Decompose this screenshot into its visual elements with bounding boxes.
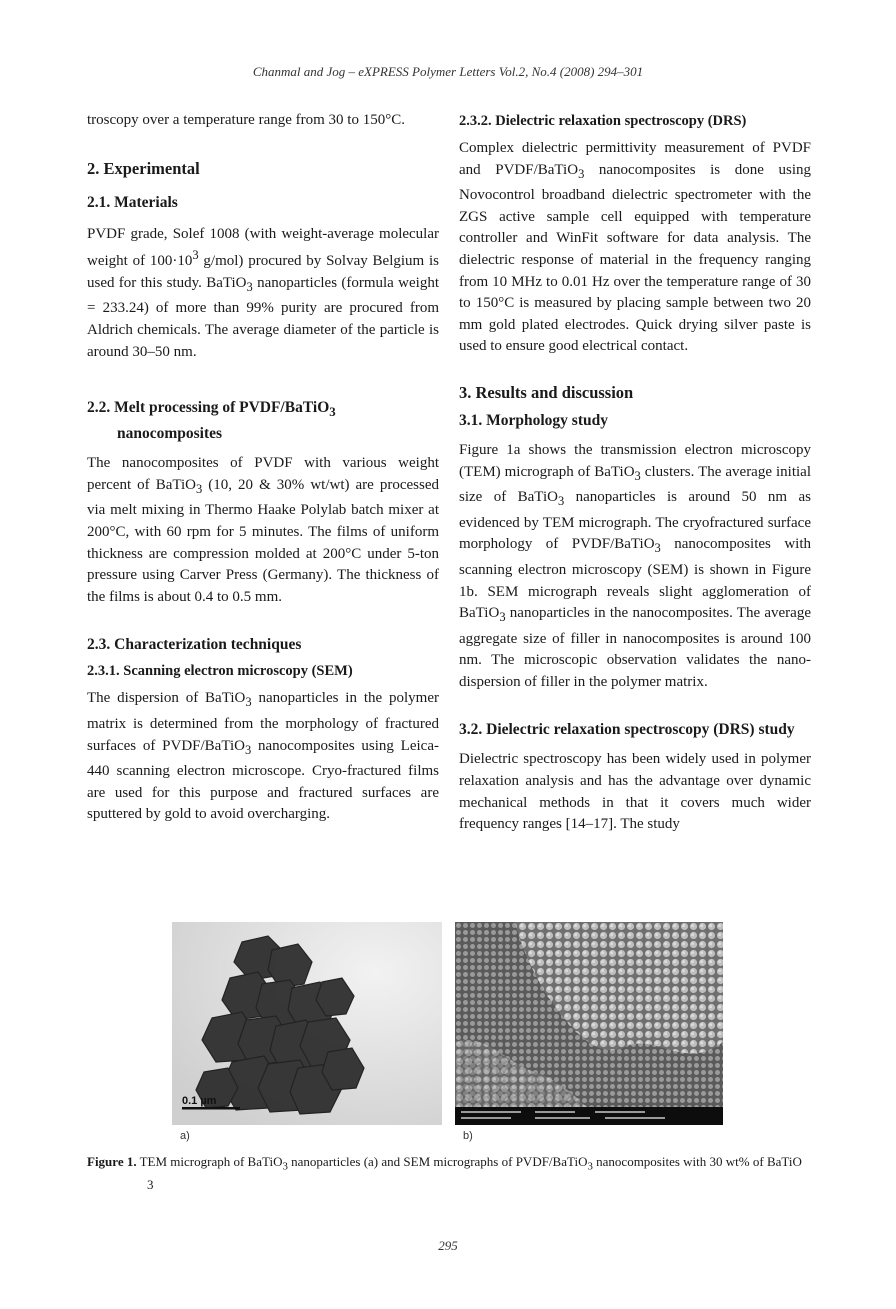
- section-2-1-title: 2.1. Materials: [87, 193, 178, 211]
- section-3-2-text: Dielectric spectroscopy has been widely used in polymer relaxation analysis and has the advantage over dynamic mechanical methods in that it covers much wider frequency ranges [14–17]. The study: [459, 751, 811, 833]
- sem-micrograph-svg: [455, 922, 723, 1125]
- right-column: [459, 110, 811, 836]
- section-2-3-1-text: The dispersion of BaTiO$_3$ nanoparticles in the polymer matrix is determined from the morphology of fractured surfaces of PVDF/BaTiO$_3$ nanocomposites using Leica-440 scanning electron microscope. Cryo-fractured films are used for this purpose and fractured surfaces are sputtered by gold to avoid overcharging.: [87, 690, 439, 823]
- section-2-3-1-title: 2.3.1. Scanning electron microscopy (SEM): [87, 663, 353, 680]
- section-3-1-text: Figure 1a shows the transmission electron microscopy (TEM) micrograph of BaTiO$_3$ clusters. The average initial size of BaTiO$_3$ nanoparticles is around 50 nm as evidenced by TEM micrograph. The cryofractured surface morphology of PVDF/BaTiO$_3$ nanocomposites with scanning electron microscopy (SEM) is shown in Figure 1b. SEM micrograph reveals slight agglomeration of BaTiO$_3$ nanoparticles in the nanocomposites. The average aggregate size of filler in nanocomposites is around 100 nm. The microscopic observation validates the nano-dispersion of filler in the polymer matrix.: [459, 441, 811, 690]
- panel-b-label: b): [463, 1130, 473, 1142]
- section-2-3-2-title: 2.3.2. Dielectric relaxation spectroscopy (DRS): [459, 113, 747, 129]
- figure-1-caption: Figure 1. TEM micrograph of BaTiO$_3$ nanoparticles (a) and SEM micrographs of PVDF/BaTiO$_3$ nanocomposites with 30 wt% of BaTiO 3: [87, 1154, 802, 1192]
- page-number: 295: [438, 1238, 458, 1253]
- running-head: Chanmal and Jog – eXPRESS Polymer Letters Vol.2, No.4 (2008) 294–301: [252, 64, 644, 79]
- section-3-2-title: 3.2. Dielectric relaxation spectroscopy (DRS) study: [459, 721, 795, 739]
- panel-a-label: a): [180, 1130, 190, 1142]
- section-2-2-text: The nanocomposites of PVDF with various weight percent of BaTiO$_3$ (10, 20 & 30% wt/wt) are processed via melt mixing in Thermo Haake Polylab batch mixer at 200°C, with 60 rpm for 5 minutes. The films of uniform thickness are compression molded at 200°C under 5-ton pressure using Carver Press (Germany). The thickness of the films is about 0.4 to 0.5 mm.: [87, 455, 439, 605]
- tem-micrograph-image: [172, 922, 442, 1125]
- section-3-title: 3. Results and discussion: [459, 382, 634, 402]
- tem-micrograph-svg: [172, 922, 442, 1125]
- section-2-3-title: 2.3. Characterization techniques: [87, 636, 302, 654]
- section-2-1-text: PVDF grade, Solef 1008 (with weight-average molecular weight of $100\cdot 10^3$ g/mol) procured by Solvay Belgium is used for this study. BaTiO$_3$ nanoparticles (formula weight = 233.24) of more than 99% purity are procured from Aldrich chemicals. The average diameter of the particle is around 30–50 nm.: [87, 225, 439, 360]
- section-3-1-title: 3.1. Morphology study: [459, 411, 608, 429]
- intro-end-paragraph: troscopy over a temperature range from 30 to 150°C.: [87, 112, 405, 128]
- sem-micrograph-image: [455, 922, 723, 1125]
- section-2-title: 2. Experimental: [87, 158, 200, 178]
- section-2-3-2-text: Complex dielectric permittivity measurement of PVDF and PVDF/BaTiO$_3$ nanocomposites is done using Novocontrol broadband dielectric spectrometer with the ZGS active sample cell equipped with temperature controller and WinFit software for data analysis. The dielectric response of material in the frequency ranging from 10 MHz to 0.01 Hz over the temperature range of 30 to 150°C is measured by placing sample between two 20 mm gold plated electrodes. Quick drying silver paste is used to ensure good electrical contact.: [459, 140, 811, 355]
- scale-bar-label: 0.1 µm: [182, 1095, 217, 1107]
- section-2-2-title: 2.2. Melt processing of PVDF/BaTiO$_3$ nanocomposites: [87, 399, 336, 443]
- figure-1-caption-label: Figure 1.: [87, 1154, 137, 1169]
- left-column: [87, 110, 439, 826]
